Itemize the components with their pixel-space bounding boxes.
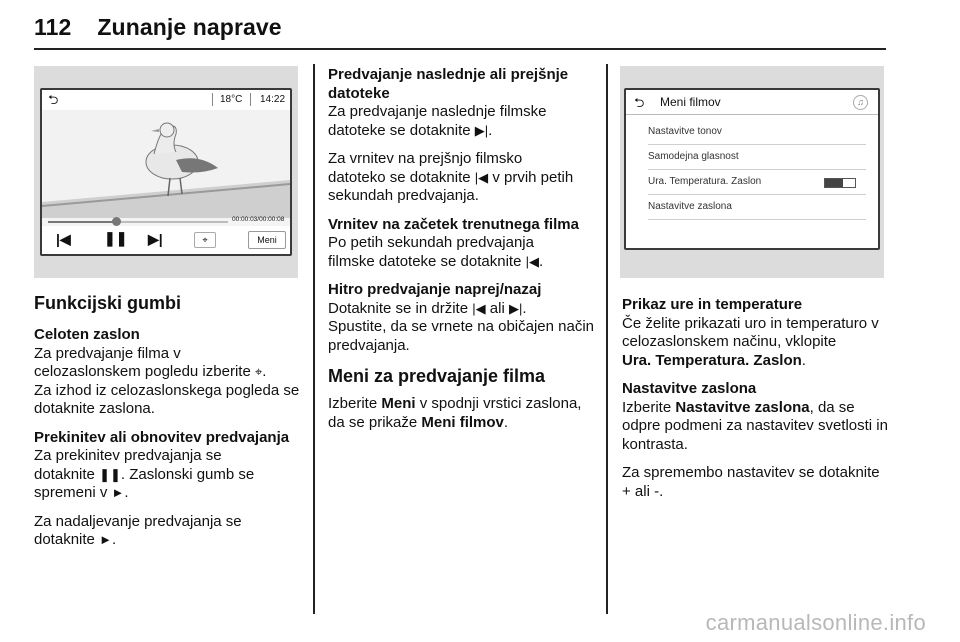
music-note-icon: ♫ <box>853 95 868 110</box>
paragraph: Za predvajanje filma v celozaslonskem pogledu izberite ⌖. <box>34 344 267 380</box>
menu-item-auto-volume[interactable]: Samodejna glasnost <box>648 145 866 170</box>
fullscreen-icon: ⌖ <box>254 364 263 379</box>
back-icon[interactable]: ⮌ <box>634 95 645 110</box>
menu-title-bar <box>626 90 878 115</box>
section-heading: Funkcijski gumbi <box>34 293 182 313</box>
subheading: Vrnitev na začetek trenutnega filma <box>328 215 579 233</box>
subheading: Prekinitev ali obnovitev predvajanja <box>34 428 290 446</box>
back-icon[interactable]: ⮌ <box>48 92 59 107</box>
progress-handle[interactable] <box>112 217 121 226</box>
subheading: Predvajanje naslednje ali prejšnje datoteke <box>328 66 569 102</box>
previous-track-icon[interactable]: |◀ <box>56 231 71 247</box>
paragraph: Za spremembo nastavitev se dotaknite + ali -. <box>622 464 880 500</box>
playback-time: 00:00:03/00:00:08 <box>232 216 285 223</box>
menu-item-clock-temp-display[interactable] <box>648 170 866 195</box>
pause-icon: ❚❚ <box>99 466 121 482</box>
paragraph: Izberite Meni v spodnji vrstici zaslona, da se prikaže Meni filmov. <box>328 395 582 431</box>
divider <box>250 93 251 106</box>
progress-track[interactable] <box>48 221 228 223</box>
page-header <box>34 14 282 41</box>
paragraph: Za prekinitev predvajanja se dotaknite ❚❚. Zaslonski gumb se spremeni v ►. <box>34 447 255 501</box>
column-1 <box>34 292 302 560</box>
menu-item-label: Ura. Temperatura. Zaslon <box>648 176 762 187</box>
subheading: Celoten zaslon <box>34 326 140 343</box>
column-3 <box>622 296 892 511</box>
paragraph: Po petih sekundah predvajanja filmske datoteke se dotaknite |◀. <box>328 234 544 270</box>
paragraph: Za izhod iz celozaslonskega pogleda se dotaknite zaslona. <box>34 381 300 417</box>
progress-fill <box>48 221 116 223</box>
paragraph: Dotaknite se in držite |◀ ali ▶|. Spustite, da se vrnete na običajen način predvajanja. <box>328 299 595 354</box>
menu-title: Meni filmov <box>660 95 721 109</box>
status-bar <box>42 90 290 110</box>
previous-track-icon: |◀ <box>472 300 486 316</box>
subheading: Nastavitve zaslona <box>622 380 757 397</box>
menu-screen <box>624 88 880 250</box>
menu-item-tone-settings[interactable]: Nastavitve tonov <box>648 120 866 145</box>
paragraph: Izberite Nastavitve zaslona, da se odpre podmeni za nastavitev svetlosti in kontrasta. <box>622 398 888 453</box>
menu-button[interactable]: Meni <box>248 231 286 249</box>
column-2 <box>328 66 598 442</box>
page-title: Zunanje naprave <box>97 14 282 40</box>
play-icon: ► <box>99 532 112 547</box>
play-icon: ► <box>111 485 125 500</box>
menu-item-display-settings[interactable]: Nastavitve zaslona <box>648 195 866 220</box>
video-frame <box>42 110 290 218</box>
column-divider <box>313 64 315 614</box>
toggle-switch[interactable] <box>824 178 856 188</box>
next-track-icon: ▶| <box>474 122 489 138</box>
section-heading: Meni za predvajanje filma <box>328 366 546 386</box>
watermark: carmanualsonline.info <box>705 610 926 635</box>
fullscreen-icon[interactable]: ⌖ <box>194 232 216 248</box>
clock: 14:22 <box>260 94 286 105</box>
next-track-icon: ▶| <box>508 300 523 316</box>
subheading: Hitro predvajanje naprej/nazaj <box>328 281 542 298</box>
video-player-figure <box>34 66 298 278</box>
control-bar <box>42 226 290 254</box>
next-track-icon[interactable]: ▶| <box>148 231 163 247</box>
video-screen <box>40 88 292 256</box>
pause-icon[interactable]: ❚❚ <box>104 230 128 246</box>
divider <box>212 93 213 106</box>
movie-menu-figure <box>620 66 884 278</box>
header-rule <box>34 48 886 50</box>
subheading: Prikaz ure in temperature <box>622 296 803 313</box>
paragraph: Za predvajanje naslednje filmske datoteke se dotaknite ▶|. <box>328 103 547 139</box>
previous-track-icon: |◀ <box>474 169 489 185</box>
paragraph: Za nadaljevanje predvajanja se dotaknite ►. <box>34 512 242 548</box>
paragraph: Za vrnitev na prejšnjo filmsko datoteko se dotaknite |◀ v prvih petih sekundah predvajanja. <box>328 150 574 204</box>
previous-track-icon: |◀ <box>525 253 539 269</box>
column-divider <box>606 64 608 614</box>
temperature: 18°C <box>220 94 243 105</box>
paragraph: Če želite prikazati uro in temperaturo v celozaslonskem načinu, vklopite Ura. Temperatura. Zaslon. <box>622 314 879 369</box>
page-number: 112 <box>34 14 72 40</box>
